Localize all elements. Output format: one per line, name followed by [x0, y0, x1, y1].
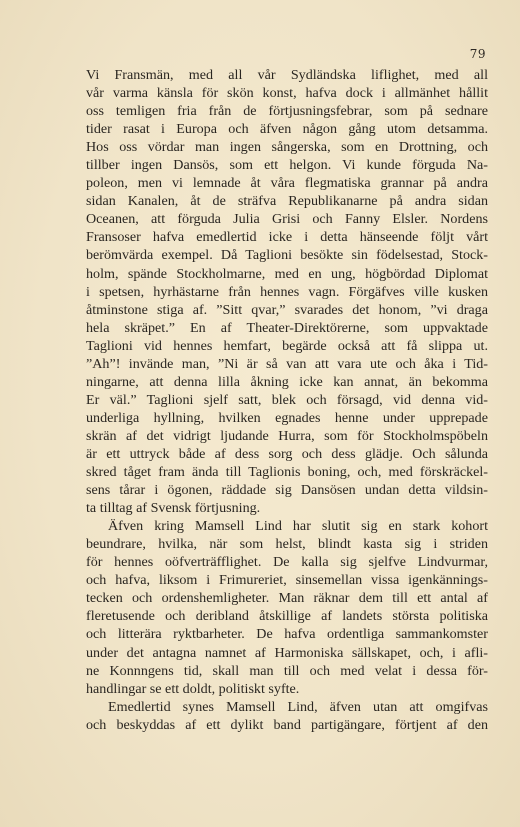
text-line: är ett uttryck både af dess sorg och dess glädje. Och sålunda [86, 445, 488, 462]
text-line: ta tilltag af Svensk förtjusning. [86, 500, 261, 517]
text-line: för hennes oöfverträfflighet. De kalla sig sjelfve Lindvurmar, [86, 554, 488, 571]
paragraph [86, 517, 488, 697]
text-line: tider rasat i Europa och äfven någon gång utom detsamma. [86, 121, 488, 138]
text-line: Fransoser hafva emedlertid icke i detta hänseende följt vårt [86, 229, 488, 246]
text-line: beundrare, hvilka, när som helst, blindt kasta sig i striden [86, 536, 488, 553]
text-line: holm, spände Stockholmarne, med en ung, högbördad Diplomat [86, 265, 488, 282]
text-line: Er väl.” Taglioni sjelf satt, blek och försagd, vid denna vid- [86, 391, 488, 408]
text-line: skrän af det vidrigt ljudande Hurra, som för Stockholmspöbeln [86, 427, 488, 444]
text-line: åtminstone stiga af. ”Sitt qvar,” svarades det honom, ”vi draga [86, 301, 488, 318]
text-line: handlingar se ett doldt, politiskt syfte. [86, 680, 300, 697]
text-line: poleon, men vi lemnade åt våra flegmatiska grannar på andra [86, 175, 488, 192]
text-line: fleretusende och deribland åtskillige af landets största politiska [86, 608, 488, 625]
text-line: under det antagna namnet af Harmoniska sällskapet, och, i afli- [86, 644, 488, 661]
page-number: 79 [469, 47, 486, 61]
text-line: Vi Fransmän, med all vår Sydländska liflighet, med all [86, 67, 488, 83]
text-line: sidan Kanalen, åt de sträfva Republikanarne på andra sidan [86, 193, 488, 210]
text-line: och beskyddas af ett dylikt band partigängare, förtjent af den [86, 716, 488, 733]
text-line: Äfven kring Mamsell Lind har slutit sig en stark kohort [108, 518, 488, 535]
text-line: ningarne, att denna lilla åkning icke kan annat, än bekomma [86, 373, 488, 390]
text-line: vår varma känsla för skön konst, hafva dock i allmänhet hållit [86, 85, 488, 102]
text-line: sens tårar i ögonen, räddade sig Dansösen undan detta vildsin- [86, 482, 488, 499]
text-line: skred tåget fram ända till Taglionis boning, och, med förskräckel- [86, 464, 488, 481]
text-line: ne Konnngens tid, skall man till och med velat i dessa för- [86, 662, 488, 679]
text-line: och litterära ryktbarheter. De hafva ordentliga sammankomster [86, 626, 488, 643]
text-line: i spetsen, hyrhästarne från hennes vagn. Förgäfves ville kusken [86, 283, 488, 300]
text-line: tecken och ordenshemligheter. Man räknar dem till ett antal af [86, 590, 488, 607]
text-line: ”Ah”! invände man, ”Ni är så van att vara ute och åka i Tid- [86, 355, 488, 372]
text-line: Emedlertid synes Mamsell Lind, äfven utan att omgifvas [108, 698, 488, 715]
paragraph [86, 698, 488, 734]
text-line: underliga hyllning, hvilken egnades henne under upprepade [86, 409, 488, 426]
text-line: Oceanen, att förguda Julia Grisi och Fanny Elsler. Nordens [86, 211, 488, 228]
body-text [86, 66, 488, 734]
text-line: oss temligen fria från de förtjusningsfebrar, som på sednare [86, 103, 488, 120]
text-line: hela skräpet.” En af Theater-Direktörerne, som uppvaktade [86, 319, 488, 336]
text-line: berömvärda exempel. Då Taglioni besökte sin födelsestad, Stock- [86, 247, 488, 264]
text-line: tillber ingen Dansös, som ett helgon. Vi kunde förguda Na- [86, 157, 488, 174]
text-line: Taglioni vid hennes hemfart, begärde också att få slippa ut. [86, 337, 488, 354]
text-line: och hafva, liksom i Frimureriet, sinsemellan vissa igenkännings- [86, 572, 488, 589]
paragraph [86, 66, 488, 517]
text-line: Hos oss vördar man ingen sångerska, som en Drottning, och [86, 139, 488, 156]
